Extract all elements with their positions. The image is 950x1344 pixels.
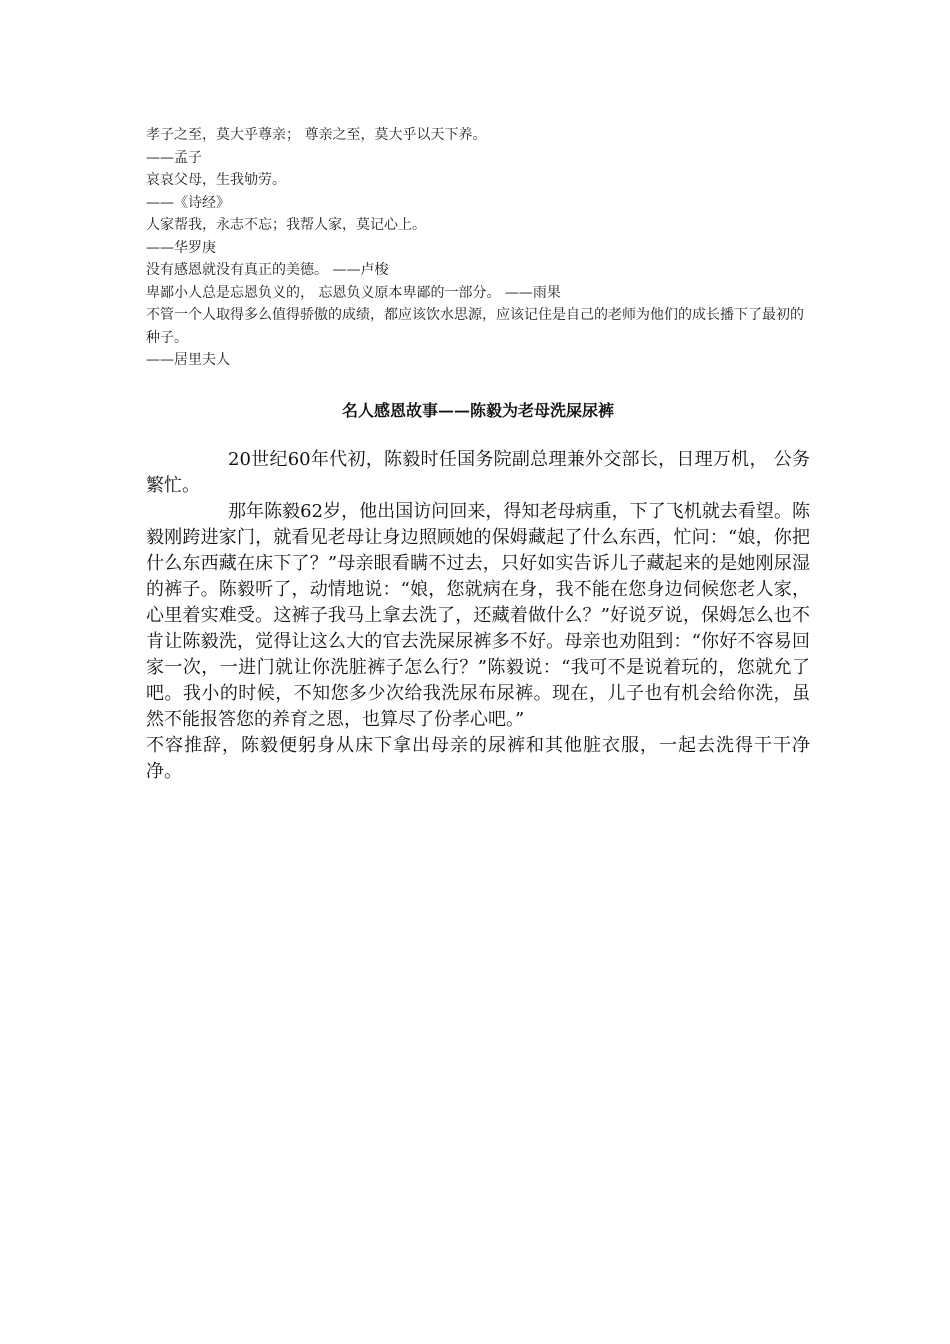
quote-attribution: ——华罗庚 — [146, 239, 216, 256]
story-paragraph: 20世纪60年代初，陈毅时任国务院副总理兼外交部长，日理万机， 公务繁忙。 — [146, 449, 810, 496]
quote-line: 人家帮我，永志不忘；我帮人家，莫记心上。 — [146, 217, 426, 233]
quote-line: 没有感恩就没有真正的美德。 ——卢梭 — [146, 262, 389, 278]
story-body — [146, 447, 810, 785]
quote-line: 孝子之至，莫大乎尊亲； 尊亲之至，莫大乎以天下养。 — [146, 127, 487, 143]
quote-line: 卑鄙小人总是忘恩负义的， 忘恩负义原本卑鄙的一部分。 ——雨果 — [146, 284, 561, 301]
quote-attribution: ——《诗经》 — [146, 194, 230, 211]
quotes-section — [146, 124, 810, 372]
story-paragraph: 那年陈毅62岁，他出国访问回来，得知老母病重，下了飞机就去看望。陈毅刚跨进家门，就看见老母让身边照顾她的保姆藏起了什么东西，忙问：“娘，你把什么东西藏在床下了？”母亲眼看瞒不过去，只好如实告诉儿子藏起来的是她刚尿湿的裤子。陈毅听了，动情地说：“娘，您就病在身，我不能在您身边伺候您老人家，心里着实难受。这裤子我马上拿去洗了，还藏着做什么？”好说歹说，保姆怎么也不肯让陈毅洗，觉得让这么大的官去洗屎尿裤多不好。母亲也劝阻到：“你好不容易回家一次，一进门就让你洗脏裤子怎么行？”陈毅说：“我可不是说着玩的，您就允了吧。我小的时候，不知您多少次给我洗尿布尿裤。现在，儿子也有机会给你洗，虽然不能报答您的养育之恩，也算尽了份孝心吧。” — [146, 501, 810, 730]
quote-attribution: ——孟子 — [146, 149, 202, 166]
story-title: 名人感恩故事——陈毅为老母洗屎尿裤 — [341, 401, 614, 420]
quote-attribution: ——居里夫人 — [146, 352, 230, 368]
quote-line: 哀哀父母，生我劬劳。 — [146, 172, 286, 188]
story-paragraph: 不容推辞，陈毅便躬身从床下拿出母亲的尿裤和其他脏衣服，一起去洗得干干净净。 — [146, 735, 810, 782]
quote-line: 不管一个人取得多么值得骄傲的成绩，都应该饮水思源，应该记住是自己的老师为他们的成长播下了最初的种子。 — [146, 307, 804, 346]
